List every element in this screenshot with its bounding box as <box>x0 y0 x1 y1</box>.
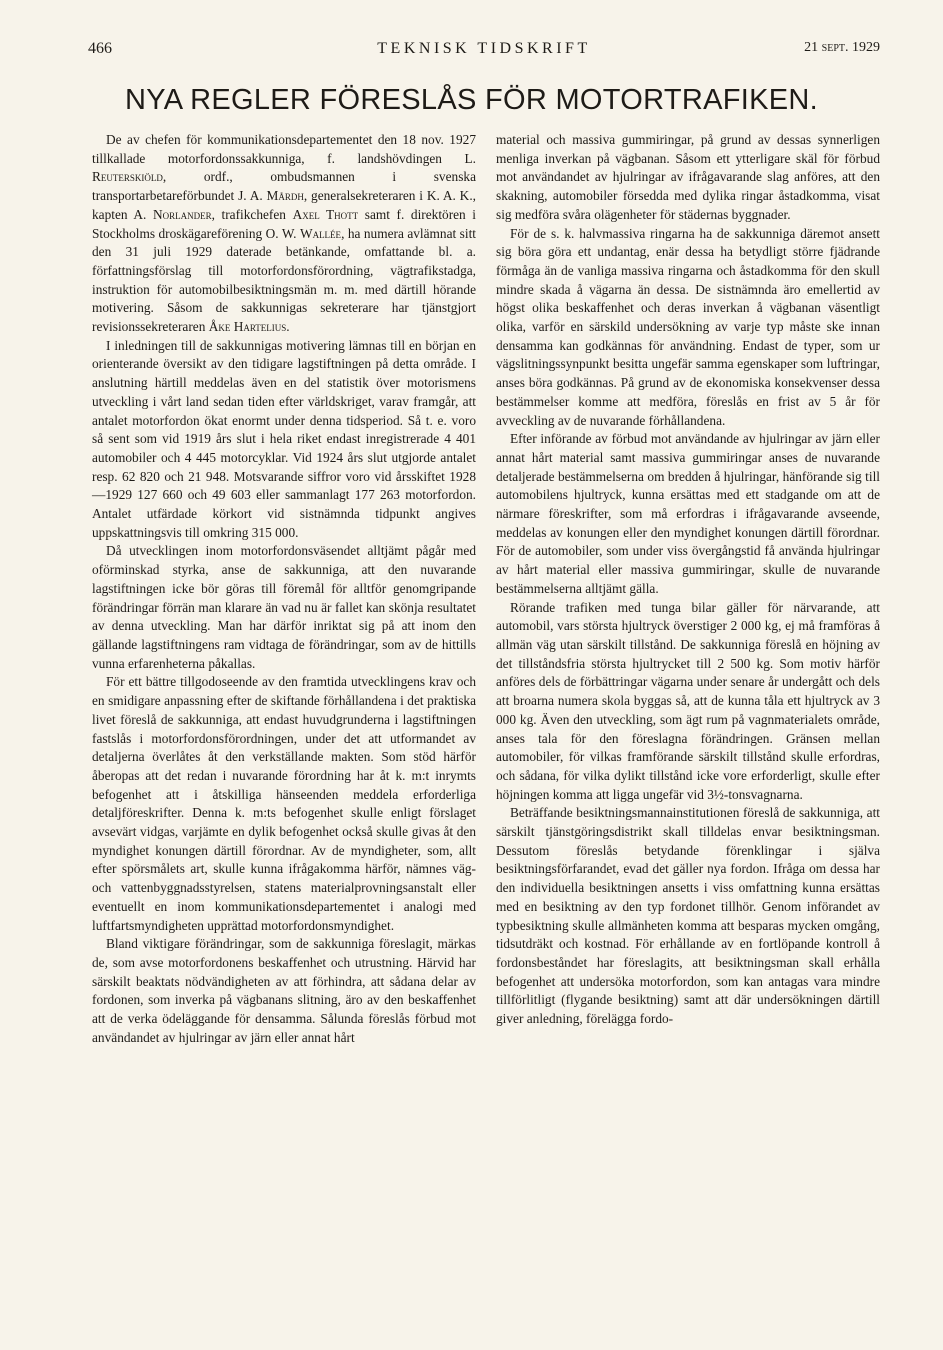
page-number: 466 <box>88 40 112 57</box>
paragraph-statistics: I inledningen till de sakkunnigas motivering lämnas till en början en orienterande översikt av den tidigare lagstiftningen på detta område. I anslutning härtill meddelas även en del statistik över motorismens utveckling i vårt land sedan tiden efter världskriget, varav framgår, att antalet motorfordon ökat enormt under denna tidsperiod. Så t. e. voro så sent som vid 1919 års slut i hela riket endast inregistrerade 4 401 automobiler och 4 445 motorcyklar. Vid 1924 års slut utgjorde antalet resp. 62 820 och 21 948. Motsvarande siffror voro vid årsskiftet 1928—1929 127 660 och 49 603 eller sammanlagt 177 263 motorfordon. Antalet utfärdade körkort vid sistnämnda tidpunkt angives uppskattningsvis till omkring 315 000. <box>92 337 476 540</box>
person-name: Reuterskiöld <box>92 169 163 185</box>
person-name: Norlander <box>152 206 212 222</box>
paragraph-continued: material och massiva gummiringar, på grund av dessas synnerligen menliga inverkan på vägbanan. Såsom ett ytterligare skäl för förbud mot användandet av hjulringar av ifrågavarande slag anföres, att den skakning, automobiler försedda med dylika ringar åstadkomma, visat sig medföra svåra olägenheter för städernas byggnader. <box>496 132 880 222</box>
paragraph-heavy-traffic: Rörande trafiken med tunga bilar gäller för närvarande, att automobil, vars största hjultryck överstiger 2 000 kg, ej må framföras å allmän väg utan särskilt tillstånd. De sakkunniga föreslå en höjning av det tillståndsfria största hjultrycket till 2 500 kg. Som motiv härför anföres dels de förbättringar vägarna under senare år undergått och dels att broarna numera skola byggas så, att de kunna tåla ett hjultryck av 3 000 kg. Även den utveckling, som ägt rum på vagnmaterialets område, anses tala för den föreslagna förändringen. Gränsen mellan automobiler, för vilkas framförande särskilt tillstånd skulle erfordras, och sådana, för vilka dylikt tillstånd icke vore erforderligt, skulle efter höjningen komma att ligga ungefär vid 3½-tonsvagnarna. <box>496 599 880 802</box>
person-name: Mårdh <box>266 188 304 204</box>
left-column <box>92 131 476 1047</box>
page-header <box>88 40 880 66</box>
paragraph-semi-solid-tires: För de s. k. halvmassiva ringarna ha de sakkunniga däremot ansett sig böra göra ett undantag, enär dessa ha betydligt större fjädrande förmåga än de vanliga massiva ringarna och åstadkomma för den skull mindre skada å vägarna än dessa. De sistnämnda äro emellertid av högst olika beskaffenhet och deras inverkan å vägbanan väsentligt olika, varför en särskild undersökning av varje typ måste ske innan densamma kan godkännas för användning. Endast de typer, som ur vägslitningssynpunkt besitta ungefär samma egenskaper som luftringar, anses böra godkännas. På grund av de ekonomiska konsekvenser dessa bestämmelser komme att medföra, föreslås en frist av 5 år för avveckling av de nuvarande förhållandena. <box>496 225 880 428</box>
person-name: Wallée <box>299 225 342 241</box>
issue-date <box>804 40 880 56</box>
paragraph-legislation: Då utvecklingen inom motorfordonsväsendet alltjämt pågår med oförminskad styrka, anse de sakkunniga, att den nuvarande lagstiftningen icke bör göras till föremål för alltför genomgripande förändringar förrän man klarare än vad nu är fallet kan skönja resultatet av denna utveckling. Man har därför inriktat sig på att inom den gällande lagstiftningens ram vidtaga de förändringar, som av de hittills vunna erfarenheterna påkallas. <box>92 543 476 671</box>
paragraph-authority: För ett bättre tillgodoseende av den framtida utvecklingens krav och en smidigare anpassning efter de skiftande förhållandena i det praktiska livet föreslå de sakkunniga, att endast huvudgrunderna i lagstiftningen fastslås i motorfordonsförordningen, under det att utformandet av detaljerna överlåtes åt den verkställande makten. Som stöd härför åberopas att det redan i nuvarande förordning har åt k. m:t inrymts befogenhet att i åtskilliga hänseenden meddela erforderliga detaljföreskrifter. Denna k. m:ts befogenhet skulle enligt förslaget avsevärt vidgas, varjämte en dylik befogenhet också skulle givas åt den myndighet konungen därtill förordnar. Av de myndigheter, som, allt efter spörsmålets art, skulle kunna ifrågakomma härför, nämnes väg- och vattenbyggnadsstyrelsen, statens materialprovningsanstalt eller eventuellt en inom kommunikationsdepartementet i analogi med luftfartsmyndigheten upprättad motorfordonsmyndighet. <box>92 674 476 933</box>
paragraph-wheel-rings: Efter införande av förbud mot användande av hjulringar av järn eller annat hårt material samt massiva gummiringar anses de nuvarande detaljerade bestämmelserna om bredden å hjulringar, hänförande sig till automobilens hjultryck, kunna ersättas med ett stadgande om att de närmare föreskrifter, som må erfordras i ifrågavarande avseende, meddelas av konungen eller den myndighet konungen därtill förordnar. För de automobiler, som under viss övergångstid få använda hjulringar av hårt material eller massiva gummiringar, skulle de nuvarande bestämmelserna alltjämt gälla. <box>496 431 880 596</box>
date-month: sept. <box>821 40 849 55</box>
paragraph-intro: De av chefen för kommunikationsdepartementet den 18 nov. 1927 tillkallade motorfordonssakkunniga, f. landshövdingen L. Reuterskiöld, ordf., ombudsmannen i svenska transportarbetareförbundet J. A. Mårdh, generalsekreteraren i K. A. K., kapten A. Norlander, trafikchefen Axel Thott samt f. direktören i Stockholms droskägareförening O. W. Wallée, ha numera avlämnat sitt den 31 juli 1929 daterade betänkande, omfattande bl. a. författningsförslag till motorfordonsförordning, vägtrafikstadga, instruktion för automobilbesiktningsmän m. m. med därtill hörande motivering. Såsom de sakkunnigas sekreterare har tjänstgjort revisionssekreteraren Åke Hartelius. <box>92 132 477 335</box>
date-day: 21 <box>804 40 819 55</box>
journal-name: TEKNISK TIDSKRIFT <box>377 40 591 57</box>
person-name: Axel Thott <box>292 206 359 222</box>
paragraph-equipment: Bland viktigare förändringar, som de sakkunniga föreslagit, märkas de, som avse motorfordonens beskaffenhet och utrustning. Härvid har särskilt beaktats nödvändigheten av att förhindra, att sådana delar av fordonen, som inverka på vägbanans slitning, äro av den beskaffenhet att de verka ödeläggande för densamma. Sålunda föreslås förbud mot användandet av hjulringar av järn eller annat hårt <box>92 936 476 1045</box>
person-name: Åke Hartelius <box>208 319 287 335</box>
date-year: 1929 <box>852 40 880 55</box>
article-title: NYA REGLER FÖRESLÅS FÖR MOTORTRAFIKEN. <box>124 84 819 116</box>
right-column <box>496 131 880 1029</box>
paragraph-inspection: Beträffande besiktningsmannainstitutionen föreslå de sakkunniga, att särskilt tjänstgöringsdistrikt skall tilldelas envar besiktningsman. Dessutom föreslås betydande förenklingar i själva besiktningsförfarandet, evad det gäller nya fordon. Ifråga om dessa har den individuella besiktningen ansetts i viss omfattning kunna ersättas med en besiktning av den typ fordonet tillhör. Genom införandet av typbesiktning skulle allmänheten komma att besparas mycken omgång, tidsutdräkt och kostnad. För erhållande av en fortlöpande kontroll å fordonsbeståndet har föreslagits, att besiktningsman skall erhålla befogenhet att undersöka motorfordon, som kan antagas vara mindre tillförlitligt (flygande besiktning) samt att där undersökningen därtill giver anledning, förelägga fordo- <box>496 805 880 1027</box>
